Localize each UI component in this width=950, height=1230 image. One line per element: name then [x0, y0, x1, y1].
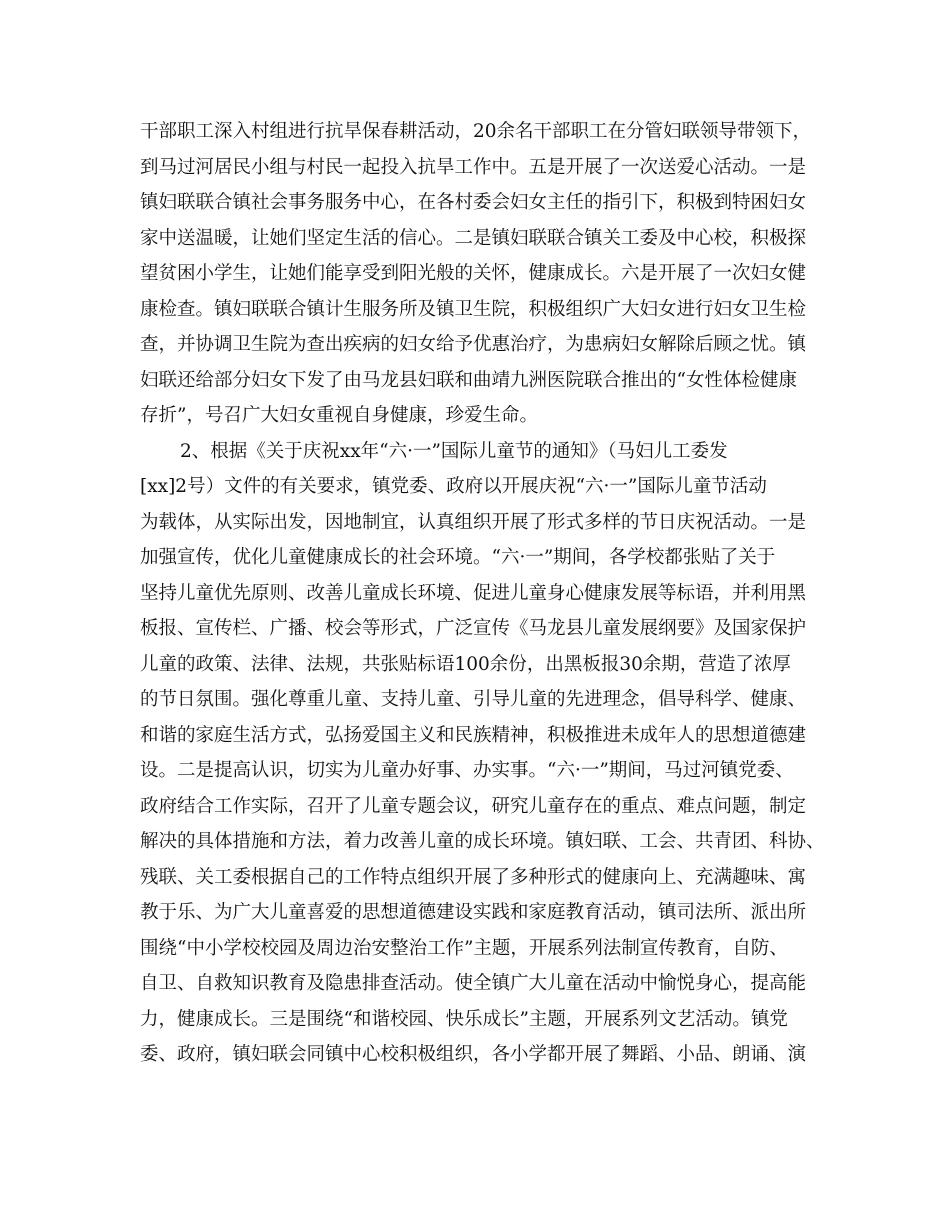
- text-line: 板报、宣传栏、广播、校会等形式，广泛宣传《马龙县儿童发展纲要》及国家保护: [140, 618, 807, 639]
- document-body: [140, 114, 830, 1073]
- text-line: 解决的具体措施和方法，着力改善儿童的成长环境。镇妇联、工会、共青团、科协、: [140, 831, 825, 852]
- text-line: 为载体，从实际出发，因地制宜，认真组织开展了形式多样的节日庆祝活动。一是: [140, 511, 807, 533]
- text-line: 干部职工深入村组进行抗旱保春耕活动，20余名干部职工在分管妇联领导带领下，: [140, 121, 812, 142]
- text-line: 望贫困小学生，让她们能享受到阳光般的关怀，健康成长。六是开展了一次妇女健: [140, 263, 807, 284]
- text-line: 委、政府，镇妇联会同镇中心校积极组织，各小学都开展了舞蹈、小品、朗诵、演: [140, 1044, 807, 1065]
- text-line: 加强宣传，优化儿童健康成长的社会环境。“六·一”期间，各学校都张贴了关于: [140, 547, 776, 568]
- text-line: 坚持儿童优先原则、改善儿童成长环境、促进儿童身心健康发展等标语，并利用黑: [140, 582, 807, 604]
- text-line: 镇妇联联合镇社会事务服务中心，在各村委会妇女主任的指引下，积极到特困妇女: [140, 192, 807, 213]
- text-line: 自卫、自救知识教育及隐患排查活动。使全镇广大儿童在活动中愉悦身心，提高能: [140, 973, 807, 994]
- text-line: 家中送温暖，让她们坚定生活的信心。二是镇妇联联合镇关工委及中心校，积极探: [140, 227, 807, 249]
- text-line: 康检查。镇妇联联合镇计生服务所及镇卫生院，积极组织广大妇女进行妇女卫生检: [140, 298, 807, 320]
- text-line: 妇联还给部分妇女下发了由马龙县妇联和曲靖九洲医院联合推出的“女性体检健康: [140, 369, 797, 391]
- text-line: 设。二是提高认识，切实为儿童办好事、办实事。“六·一”期间，马过河镇党委、: [140, 760, 794, 781]
- text-line: [xx]2号）文件的有关要求，镇党委、政府以开展庆祝“六·一”国际儿童节活动: [140, 476, 767, 497]
- text-line: 的节日氛围。强化尊重儿童、支持儿童、引导儿童的先进理念，倡导科学、健康、: [140, 689, 807, 710]
- text-line: 存折”，号召广大妇女重视自身健康，珍爱生命。: [140, 405, 538, 426]
- text-line: 政府结合工作实际，召开了儿童专题会议，研究儿童存在的重点、难点问题，制定: [140, 795, 807, 817]
- text-line: 教于乐、为广大儿童喜爱的思想道德建设实践和家庭教育活动，镇司法所、派出所: [140, 902, 807, 923]
- paragraph-start-line: 2、根据《关于庆祝xx年“六·一”国际儿童节的通知》（马妇儿工委发: [180, 440, 728, 462]
- text-line: 查，并协调卫生院为查出疾病的妇女给予优惠治疗，为患病妇女解除后顾之忧。镇: [140, 334, 807, 355]
- text-line: 到马过河居民小组与村民一起投入抗旱工作中。五是开展了一次送爱心活动。一是: [140, 156, 807, 178]
- text-line: 残联、关工委根据自己的工作特点组织开展了多种形式的健康向上、充满趣味、寓: [140, 866, 807, 888]
- text-line: 儿童的政策、法律、法规，共张贴标语100余份，出黑板报30余期，营造了浓厚: [140, 653, 791, 675]
- text-line: 和谐的家庭生活方式，弘扬爱国主义和民族精神，积极推进未成年人的思想道德建: [140, 724, 807, 746]
- text-line: 围绕“中小学校校园及周边治安整治工作”主题，开展系列法制宣传教育，自防、: [140, 937, 788, 959]
- text-line: 力，健康成长。三是围绕“和谐校园、快乐成长”主题，开展系列文艺活动。镇党: [140, 1008, 788, 1030]
